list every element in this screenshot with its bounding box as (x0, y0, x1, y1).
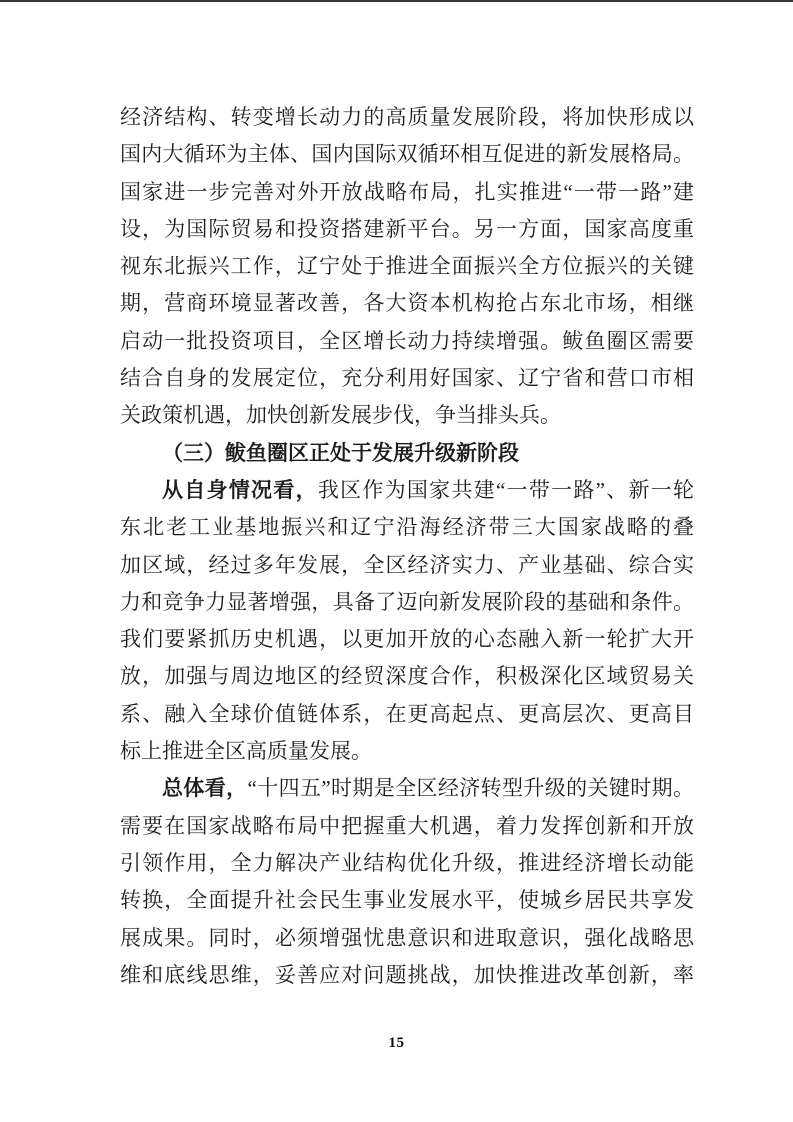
bold-text-segment: 从自身情况看， (162, 477, 318, 502)
text-segment: 力和竞争力显著增强，具备了迈向新发展阶段的基础和条件。 (120, 589, 694, 614)
text-line (120, 845, 694, 882)
text-line (120, 547, 694, 584)
text-segment: 启动一批投资项目，全区增长动力持续增强。鲅鱼圈区需要 (120, 328, 694, 353)
text-segment: 经济结构、转变增长动力的高质量发展阶段，将加快形成以 (120, 105, 694, 129)
text-line (120, 584, 694, 621)
text-segment: 国内大循环为主体、国内国际双循环相互促进的新发展格局。 (120, 142, 694, 167)
text-line (120, 957, 694, 994)
text-line (120, 211, 694, 248)
bold-text-segment: 总体看， (162, 776, 248, 801)
text-segment: 期，营商环境显著改善，各大资本机构抢占东北市场，相继 (120, 291, 694, 316)
text-line (120, 99, 694, 136)
text-segment: 设，为国际贸易和投资搭建新平台。另一方面，国家高度重 (120, 216, 694, 241)
text-segment: 标上推进全区高质量发展。 (120, 739, 372, 764)
text-segment: 维和底线思维，妥善应对问题挑战，加快推进改革创新，率 (120, 962, 694, 987)
text-segment: 加区域，经过多年发展，全区经济实力、产业基础、综合实 (120, 552, 694, 577)
text-segment: 国家进一步完善对外开放战略布局，扎实推进“一带一路”建 (120, 179, 694, 204)
text-segment: 结合自身的发展定位，充分利用好国家、辽宁省和营口市相 (120, 366, 694, 391)
text-line (120, 696, 694, 733)
page-footer (0, 1034, 793, 1052)
text-segment: 关政策机遇，加快创新发展步伐，争当排头兵。 (120, 403, 561, 428)
document-body (120, 99, 694, 994)
text-line (120, 397, 694, 434)
text-line (120, 360, 694, 397)
text-segment: 转换，全面提升社会民生事业发展水平，使城乡居民共享发 (120, 888, 694, 913)
text-segment: 东北老工业基地振兴和辽宁沿海经济带三大国家战略的叠 (120, 515, 694, 540)
text-segment: 引领作用，全力解决产业结构优化升级，推进经济增长动能 (120, 850, 694, 875)
text-segment: 系、融入全球价值链体系，在更高起点、更高层次、更高目 (120, 701, 694, 726)
text-segment: 我们要紧抓历史机遇，以更加开放的心态融入新一轮扩大开 (120, 627, 694, 652)
section-heading-line (120, 435, 694, 472)
text-line (120, 920, 694, 957)
text-line (120, 174, 694, 211)
scan-artifact-top-line (0, 0, 793, 2)
text-line (120, 472, 694, 509)
text-segment: 需要在国家战略布局中把握重大机遇，着力发挥创新和开放 (120, 813, 694, 838)
text-line (120, 136, 694, 173)
text-line (120, 808, 694, 845)
text-line (120, 248, 694, 285)
bold-text-segment: （三）鲅鱼圈区正处于发展升级新阶段 (162, 440, 519, 465)
text-line (120, 658, 694, 695)
text-segment: “十四五”时期是全区经济转型升级的关键时期。 (247, 776, 695, 801)
text-line (120, 621, 694, 658)
text-segment: 视东北振兴工作，辽宁处于推进全面振兴全方位振兴的关键 (120, 254, 694, 279)
text-line (120, 323, 694, 360)
text-segment: 放，加强与周边地区的经贸深度合作，积极深化区域贸易关 (120, 664, 694, 689)
text-line (120, 733, 694, 770)
text-line (120, 770, 694, 807)
text-line (120, 882, 694, 919)
text-line (120, 509, 694, 546)
text-segment: 展成果。同时，必须增强忧患意识和进取意识，强化战略思 (120, 925, 694, 950)
page-number: 15 (388, 1035, 405, 1051)
text-segment: 我区作为国家共建“一带一路”、新一轮 (317, 477, 695, 502)
text-line (120, 285, 694, 322)
